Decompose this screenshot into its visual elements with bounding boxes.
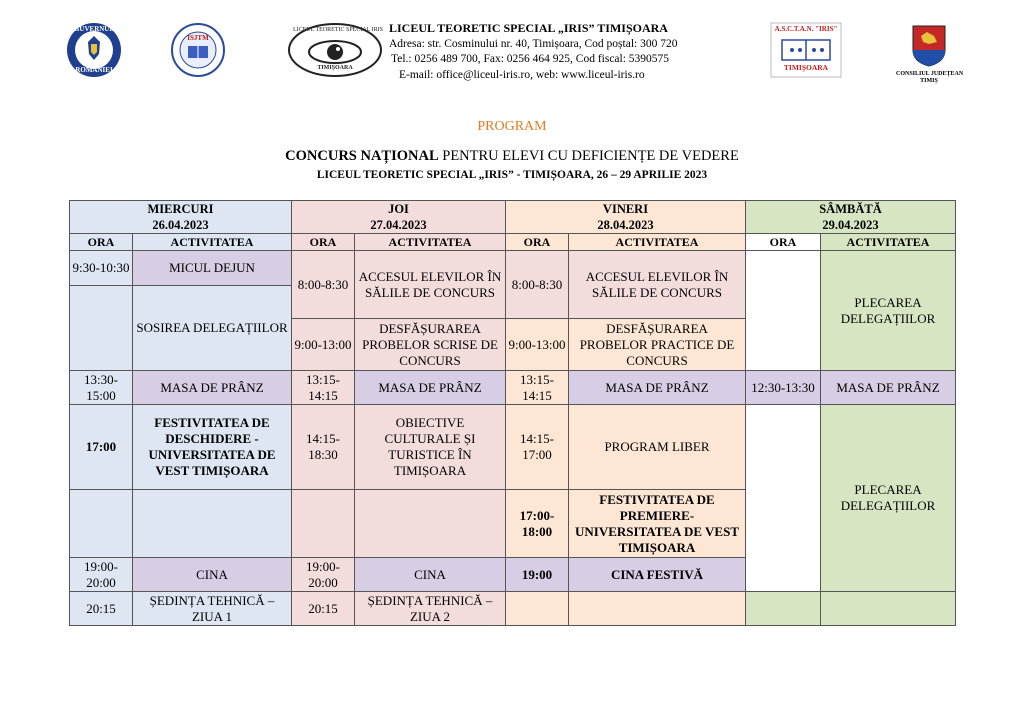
wed-time-empty-2 [70,286,133,371]
sat-time-empty-3 [746,405,821,592]
fri-activity-3: MASA DE PRÂNZ [569,371,746,405]
wed-time-1: 9:30-10:30 [70,251,133,286]
fri-time-5: 17:00-18:00 [506,490,569,558]
col-ora: ORA [70,234,133,251]
day-header-thu: JOI 27.04.2023 [292,201,506,234]
wed-activity-2: SOSIREA DELEGAȚIILOR [133,286,292,371]
school-header [389,21,699,83]
county-logo-line1: CONSILIUL JUDEȚEAN [896,71,964,77]
sat-activity-1: PLECAREA DELEGAȚIILOR [821,251,956,371]
thu-time-5: 19:00-20:00 [292,558,355,592]
fri-activity-1: ACCESUL ELEVILOR ÎN SĂLILE DE CONCURS [569,251,746,319]
wed-time-5: 19:00-20:00 [70,558,133,592]
fri-activity-empty-7 [569,592,746,626]
school-phone: Tel.: 0256 489 700, Fax: 0256 464 925, Cod fiscal: 5390575 [391,53,670,65]
school-logo-top: LICEUL TEORETIC SPECIAL IRIS [293,27,383,33]
thu-time-6: 20:15 [292,592,355,626]
title-bold: CONCURS NAȚIONAL [285,148,439,164]
isjtm-logo [170,22,226,78]
gov-logo [66,22,122,78]
thu-time-4: 14:15-18:30 [292,405,355,490]
ascstan-logo-top: A.S.C.T.A.N. "IRIS" [774,25,838,33]
fri-time-1: 8:00-8:30 [506,251,569,319]
wed-time-empty-5 [70,490,133,558]
sat-activity-3: PLECAREA DELEGAȚIILOR [821,405,956,592]
fri-time-empty-7 [506,592,569,626]
ascstan-logo-bottom: TIMIȘOARA [783,63,829,72]
wed-time-6: 20:15 [70,592,133,626]
fri-activity-6: CINA FESTIVĂ [569,558,746,592]
fri-activity-5: FESTIVITATEA DE PREMIERE-UNIVERSITATEA DE VEST TIMIȘOARA [569,490,746,558]
school-address: Adresa: str. Cosminului nr. 40, Timișoara, Cod poștal: 300 720 [389,37,678,50]
wed-activity-5: CINA [133,558,292,592]
thu-time-1: 8:00-8:30 [292,251,355,319]
gov-logo-top: GUVERNUL [73,25,115,33]
gov-logo-bottom: ROMÂNIEI [75,66,113,74]
school-name: LICEUL TEORETIC SPECIAL „IRIS” TIMIȘOARA [389,21,668,35]
thu-activity-1: ACCESUL ELEVILOR ÎN SĂLILE DE CONCURS [355,251,506,319]
county-logo-line2: TIMIȘ [920,78,938,84]
thu-activity-3: MASA DE PRÂNZ [355,371,506,405]
school-logo [287,22,383,78]
col-activitatea: ACTIVITATEA [355,234,506,251]
sat-time-empty-1 [746,251,821,371]
wed-time-4: 17:00 [70,405,133,490]
col-ora: ORA [292,234,355,251]
school-logo-bottom: TIMIȘOARA [317,65,353,71]
title-rest: PENTRU ELEVI CU DEFICIENȚE DE VEDERE [438,148,739,164]
thu-time-2: 9:00-13:00 [292,319,355,371]
isjtm-logo-text: ISJTM [187,34,209,42]
wed-activity-1: MICUL DEJUN [133,251,292,286]
fri-time-6: 19:00 [506,558,569,592]
thu-activity-5: CINA [355,558,506,592]
wed-activity-6: ȘEDINȚA TEHNICĂ – ZIUA 1 [133,592,292,626]
schedule-table [69,200,956,626]
thu-activity-4: OBIECTIVE CULTURALE ȘI TURISTICE ÎN TIMIȘOARA [355,405,506,490]
fri-activity-2: DESFĂȘURAREA PROBELOR PRACTICE DE CONCURS [569,319,746,371]
thu-activity-empty-5 [355,490,506,558]
fri-time-3: 13:15-14:15 [506,371,569,405]
thu-time-3: 13:15-14:15 [292,371,355,405]
wed-time-3: 13:30-15:00 [70,371,133,405]
sat-activity-empty-4 [821,592,956,626]
wed-activity-4: FESTIVITATEA DE DESCHIDERE - UNIVERSITATEA DE VEST TIMIȘOARA [133,405,292,490]
county-logo [896,22,964,84]
subtitle: LICEUL TEORETIC SPECIAL „IRIS” - TIMIȘOARA, 26 – 29 APRILIE 2023 [316,169,708,181]
day-header-sat: SÂMBĂTĂ 29.04.2023 [746,201,956,234]
sat-activity-2: MASA DE PRÂNZ [821,371,956,405]
col-activitatea: ACTIVITATEA [821,234,956,251]
thu-activity-2: DESFĂȘURAREA PROBELOR SCRISE DE CONCURS [355,319,506,371]
col-activitatea: ACTIVITATEA [133,234,292,251]
school-email: E-mail: office@liceul-iris.ro, web: www.liceul-iris.ro [399,68,645,81]
fri-time-4: 14:15-17:00 [506,405,569,490]
thu-activity-6: ȘEDINȚA TEHNICĂ – ZIUA 2 [355,592,506,626]
day-header-fri: VINERI 28.04.2023 [506,201,746,234]
wed-activity-empty-5 [133,490,292,558]
fri-activity-4: PROGRAM LIBER [569,405,746,490]
sat-time-empty-4 [746,592,821,626]
day-header-wed: MIERCURI 26.04.2023 [70,201,292,234]
program-label: PROGRAM [477,119,547,134]
col-ora: ORA [746,234,821,251]
fri-time-2: 9:00-13:00 [506,319,569,371]
ascstan-logo [770,22,842,78]
thu-time-empty-5 [292,490,355,558]
sat-time-2: 12:30-13:30 [746,371,821,405]
col-activitatea: ACTIVITATEA [569,234,746,251]
page-title [0,148,1024,165]
wed-activity-3: MASA DE PRÂNZ [133,371,292,405]
col-ora: ORA [506,234,569,251]
